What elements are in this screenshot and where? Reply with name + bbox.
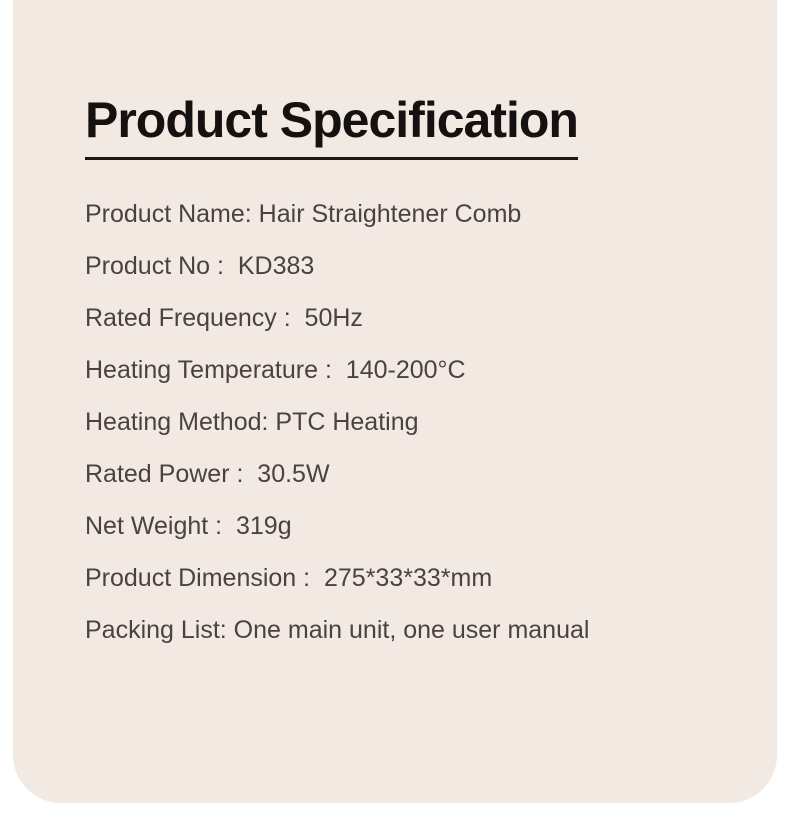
spec-row-packing-list: Packing List: One main unit, one user manual [85,616,590,644]
spec-row-rated-power: Rated Power : 30.5W [85,460,330,488]
spec-row-net-weight: Net Weight : 319g [85,512,292,540]
spec-row-product-name: Product Name: Hair Straightener Comb [85,200,522,228]
spec-row-heating-method: Heating Method: PTC Heating [85,408,419,436]
spec-list [85,201,725,669]
spec-row-rated-frequency: Rated Frequency : 50Hz [85,304,363,332]
spec-row-product-no: Product No : KD383 [85,252,315,280]
spec-row-product-dimension: Product Dimension : 275*33*33*mm [85,564,493,592]
spec-row-heating-temperature: Heating Temperature : 140-200°C [85,356,466,384]
page-title: Product Specification [85,94,578,160]
product-spec-card [13,0,777,803]
